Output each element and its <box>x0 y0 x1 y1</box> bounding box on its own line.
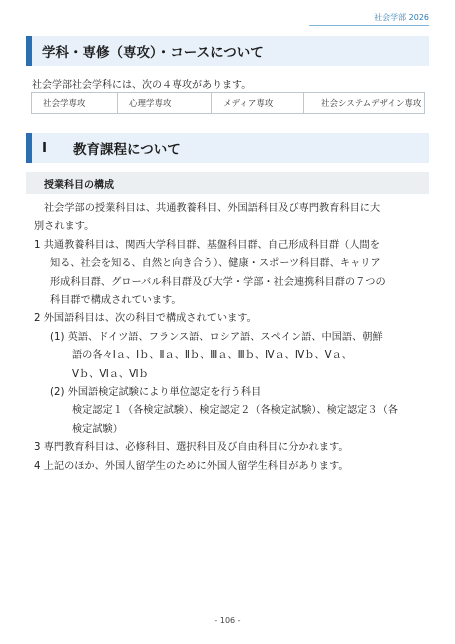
section-roman-numeral: Ⅰ <box>42 140 48 156</box>
running-head: 社会学部 2026 <box>374 13 429 22</box>
section-title-text: 学科・専修（専攻）・コースについて <box>42 45 264 61</box>
sub-list-item-line: (2) 外国語検定試験により単位認定を行う科目 <box>50 387 262 398</box>
page-number: - 106 - <box>214 616 241 625</box>
list-item-line: 知る、社会を知る、自然と向き合う）、健康・スポーツ科目群、キャリア <box>50 258 381 269</box>
sub-list-item-line: (1) 英語、ドイツ語、フランス語、ロシア語、スペイン語、中国語、朝鮮 <box>50 332 383 343</box>
list-item-line: 形成科目群、グローバル科目群及び大学・学部・社会連携科目群の７つの <box>50 277 386 288</box>
sub-list-item-line: 語の各々Ⅰａ、Ⅰｂ、Ⅱａ、Ⅱｂ、Ⅲａ、Ⅲｂ、Ⅳａ、Ⅳｂ、Ⅴａ、 <box>72 350 352 361</box>
sub-list-item-line: 検定試験） <box>72 424 123 435</box>
majors-intro: 社会学部社会学科には、次の４専攻があります。 <box>32 80 252 91</box>
list-item-line: 2 外国語科目は、次の科目で構成されています。 <box>34 313 257 324</box>
section-title-curriculum <box>26 133 429 163</box>
paragraph-line: 社会学部の授業科目は、共通教養科目、外国語科目及び専門教育科目に大 <box>44 203 381 214</box>
majors-table <box>31 92 425 114</box>
major-cell: メディア専攻 <box>212 93 304 113</box>
major-cell: 社会システムデザイン専攻 <box>321 99 422 109</box>
list-item-line: 4 上記のほか、外国人留学生のために外国人留学生科目があります。 <box>34 461 349 472</box>
section-title-departments <box>26 36 429 66</box>
major-cell: 心理学専攻 <box>118 93 212 113</box>
major-cell: 社会学専攻 <box>32 93 118 113</box>
running-head-rule <box>309 25 429 26</box>
paragraph-line: 別されます。 <box>34 221 95 232</box>
list-item-line: 科目群で構成されています。 <box>50 295 182 306</box>
section-title-text: 教育課程について <box>73 142 181 158</box>
sub-list-item-line: Ⅴｂ、Ⅵａ、Ⅵｂ <box>72 369 149 380</box>
list-item-line: 3 専門教育科目は、必修科目、選択科目及び自由科目に分かれます。 <box>34 442 349 453</box>
sub-list-item-line: 検定認定１（各検定試験）、検定認定２（各検定試験）、検定認定３（各 <box>72 405 398 416</box>
subheading-course-structure: 授業科目の構成 <box>26 172 429 194</box>
list-item-line: 1 共通教養科目は、関西大学科目群、基盤科目群、自己形成科目群（人間を <box>34 240 380 251</box>
